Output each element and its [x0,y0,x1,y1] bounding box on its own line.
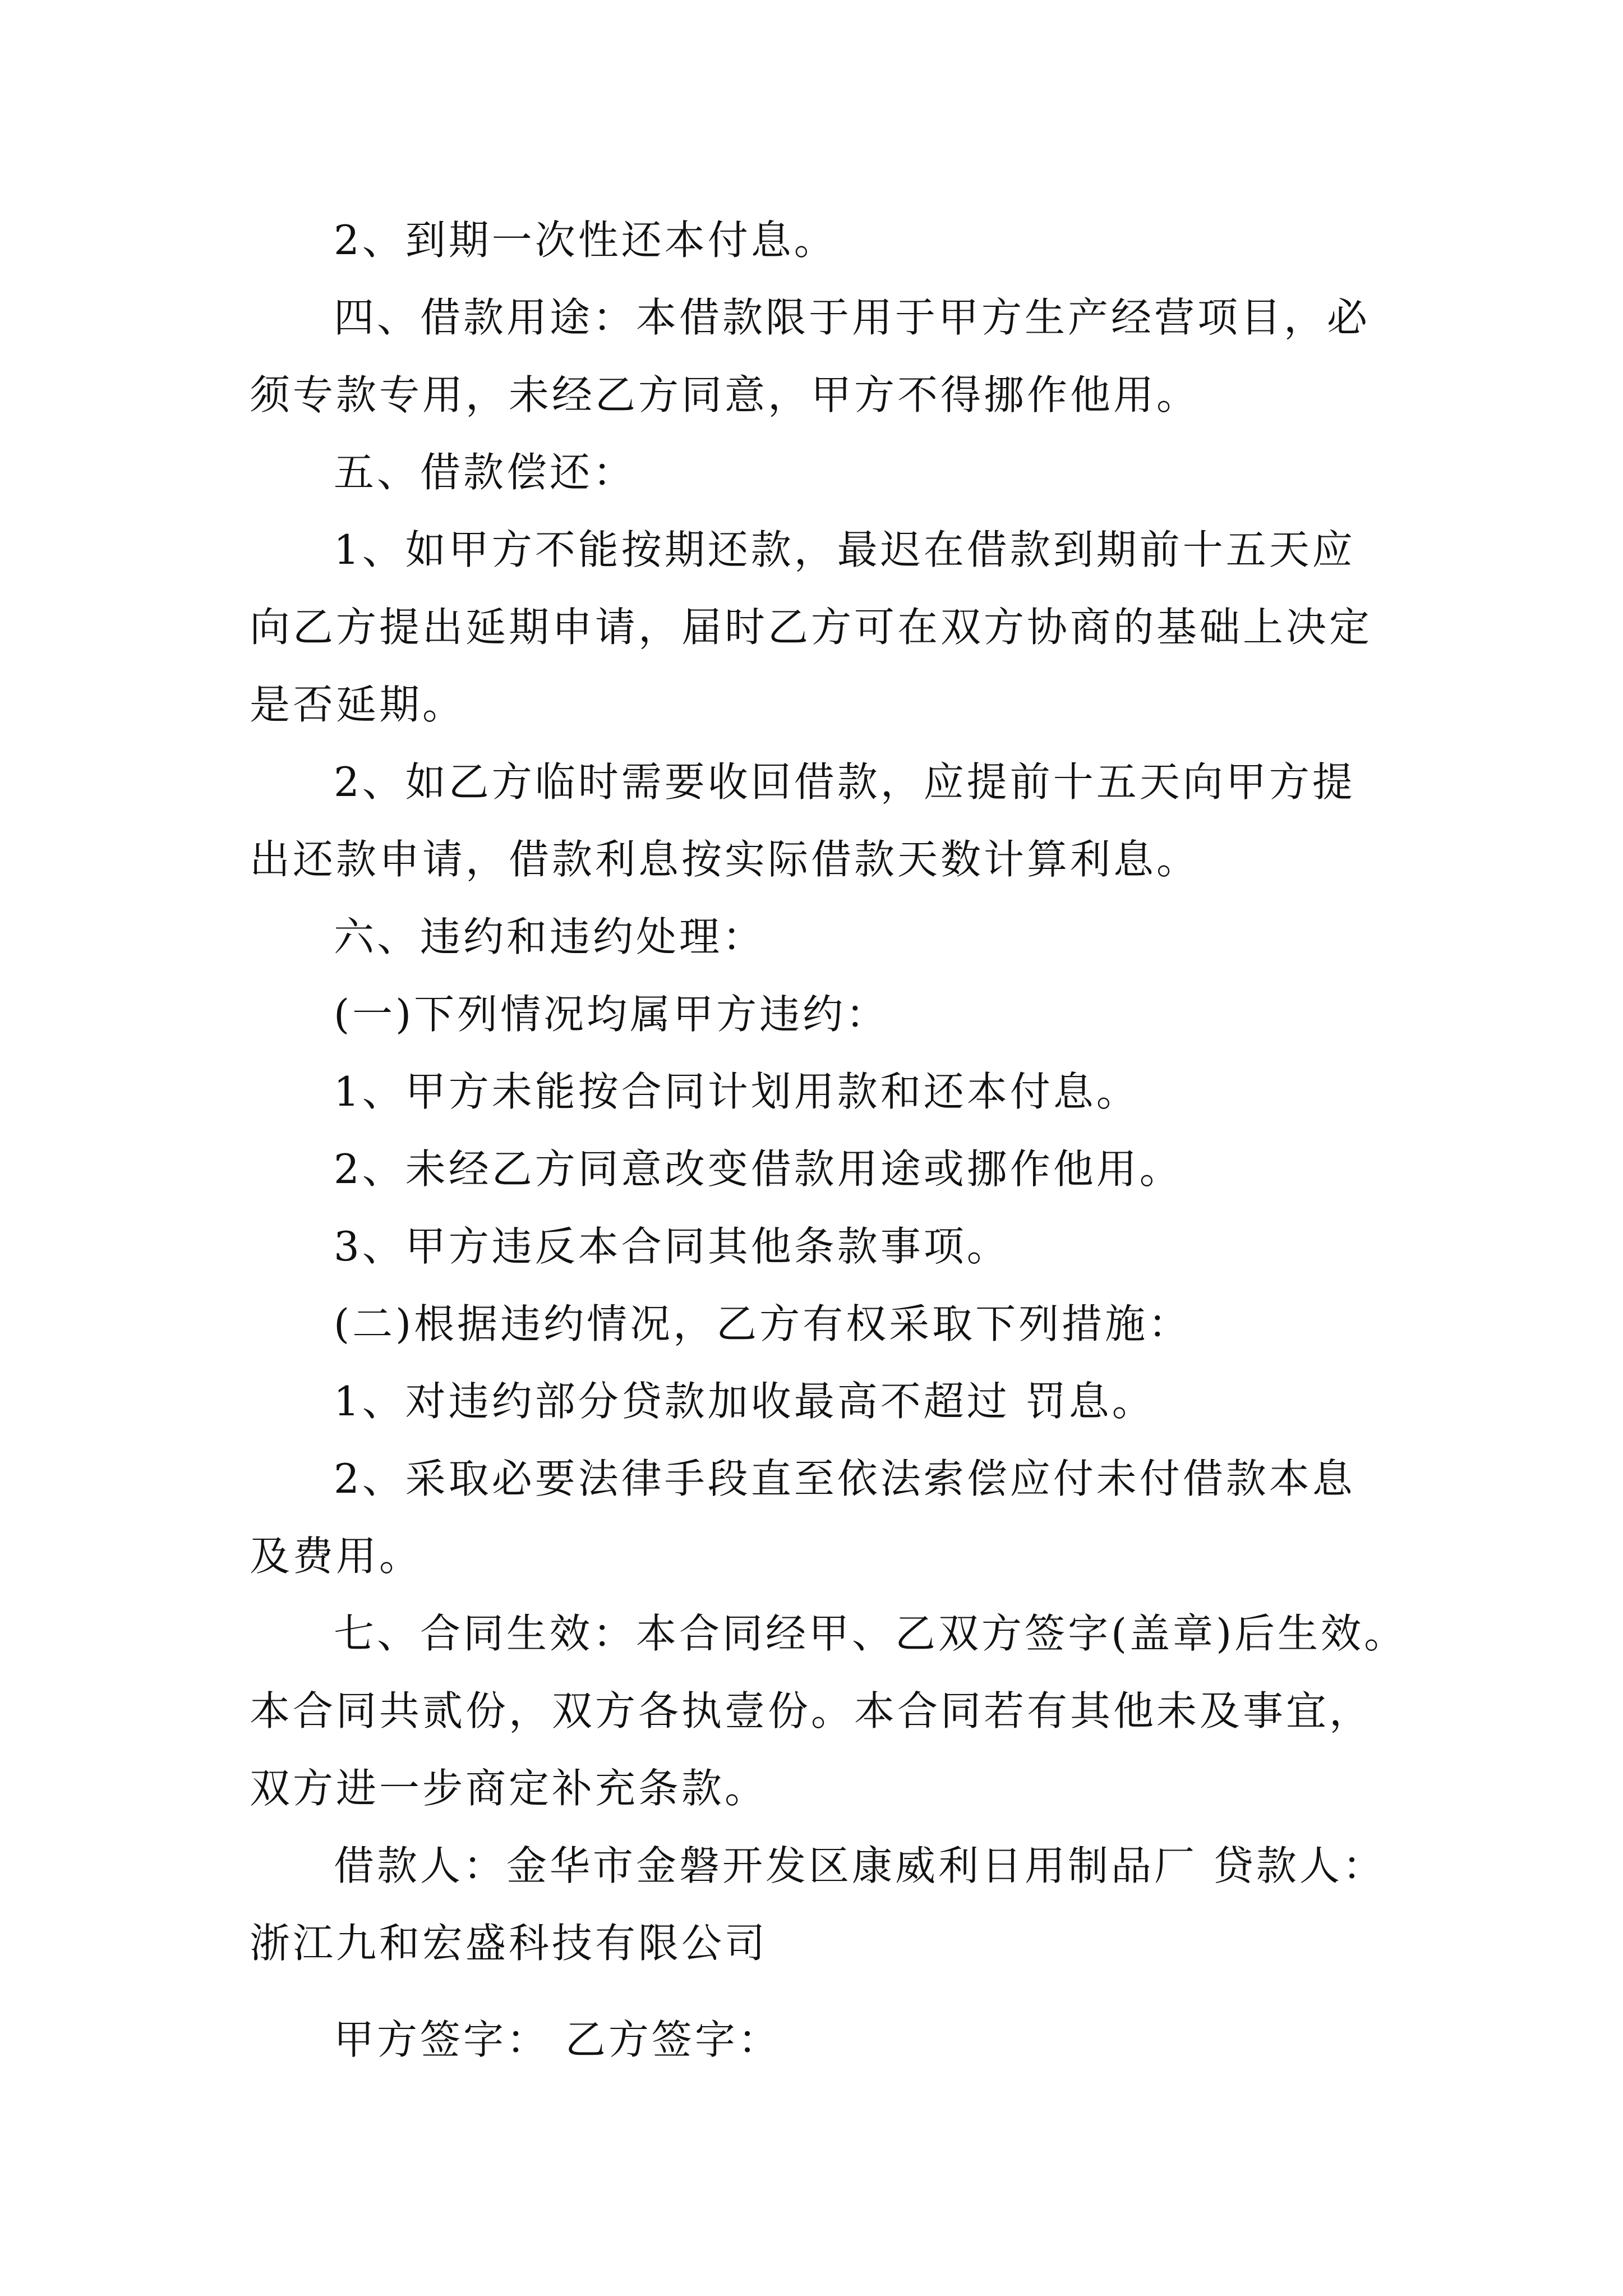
repayment-clause-1-line-3: 是否延期。 [250,681,466,728]
loan-purpose-line-1: 四、借款用途：本借款限于用于甲方生产经营项目，必 [334,294,1371,341]
parties-line-1: 借款人：金华市金磐开发区康威利日用制品厂 贷款人： [334,1842,1386,1889]
breach-item-2: 2、未经乙方同意改变借款用途或挪作他用。 [334,1145,1183,1193]
repayment-clause-1-line-1: 1、如甲方不能按期还款，最迟在借款到期前十五天应 [334,526,1355,573]
contract-effect-line-3: 双方进一步商定补充条款。 [250,1765,768,1812]
contract-effect-line-1: 七、合同生效：本合同经甲、乙双方签字(盖章)后生效。 [334,1610,1408,1657]
breach-item-3: 3、甲方违反本合同其他条款事项。 [334,1223,1010,1270]
repayment-clause-2-line-1: 2、如乙方临时需要收回借款，应提前十五天向甲方提 [334,758,1355,806]
repayment-method-item-2: 2、到期一次性还本付息。 [334,217,837,264]
loan-purpose-line-2: 须专款专用，未经乙方同意，甲方不得挪作他用。 [250,371,1200,418]
measure-item-2-line-1: 2、采取必要法律手段直至依法索偿应付未付借款本息 [334,1455,1355,1502]
measure-item-2-line-2: 及费用。 [250,1533,423,1580]
loan-repayment-heading: 五、借款偿还： [334,449,637,496]
repayment-clause-2-line-2: 出还款申请，借款利息按实际借款天数计算利息。 [250,836,1200,883]
breach-subheading-2: (二)根据违约情况，乙方有权采取下列措施： [334,1300,1192,1347]
contract-effect-line-2: 本合同共贰份，双方各执壹份。本合同若有其他未及事宜， [250,1687,1373,1734]
breach-heading: 六、违约和违约处理： [334,913,766,960]
repayment-clause-1-line-2: 向乙方提出延期申请，届时乙方可在双方协商的基础上决定 [250,604,1373,651]
signature-line: 甲方签字： 乙方签字： [334,2016,781,2063]
breach-subheading-1: (一)下列情况均属甲方违约： [334,991,889,1038]
measure-item-1: 1、对违约部分贷款加收最高不超过 罚息。 [334,1378,1155,1425]
parties-line-2: 浙江九和宏盛科技有限公司 [250,1920,768,1967]
breach-item-1: 1、甲方未能按合同计划用款和还本付息。 [334,1068,1140,1115]
